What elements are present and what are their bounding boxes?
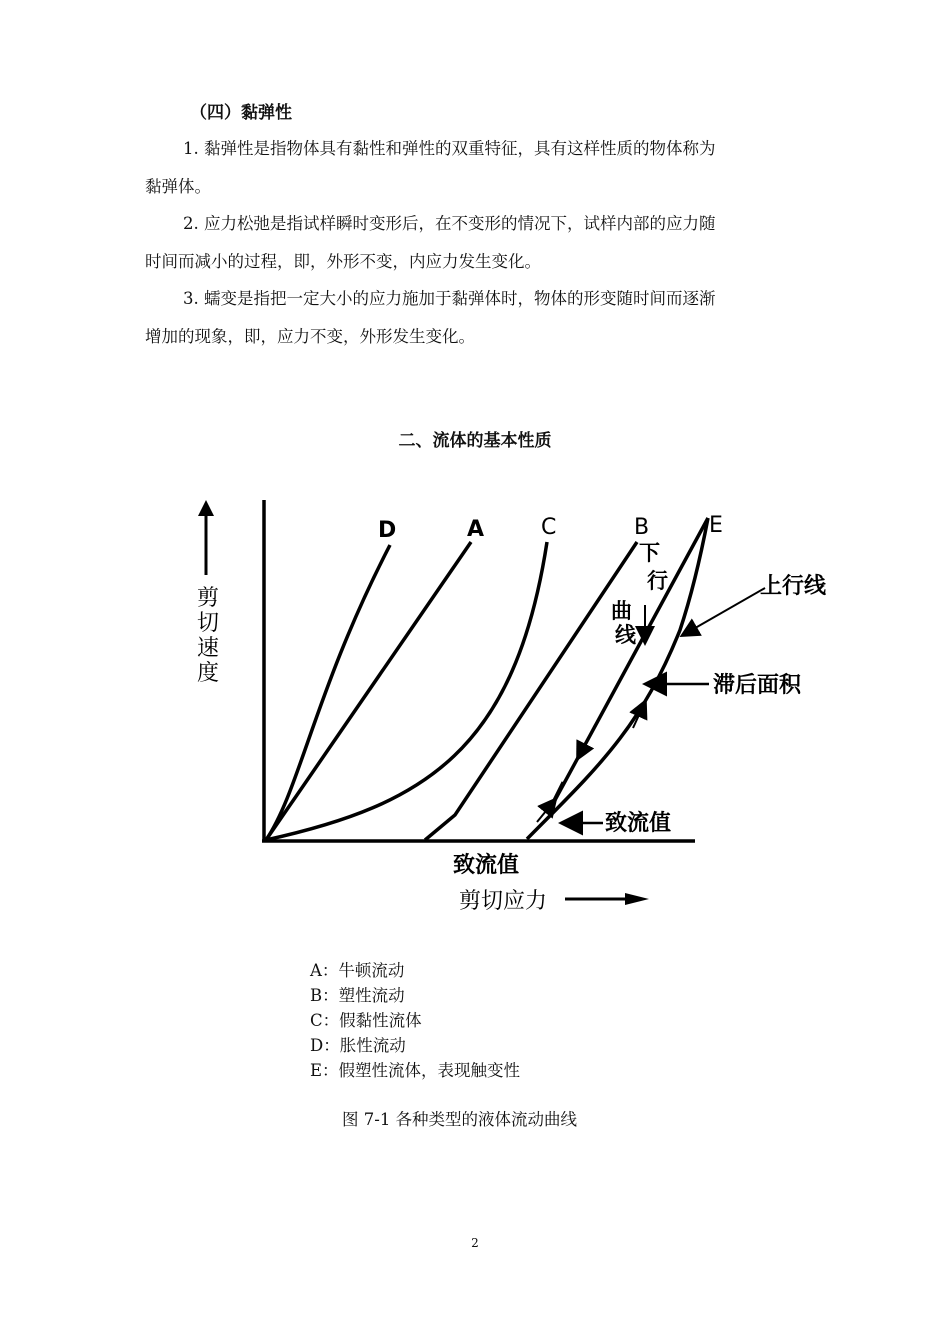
page-number: 2 (471, 1236, 479, 1250)
legend-item-d: D：胀性流动 (310, 1036, 406, 1055)
y-axis-label (197, 586, 219, 686)
svg-text:速: 速 (196, 636, 220, 661)
paragraph-line: 2. 应力松弛是指试样瞬时变形后，在不变形的情况下，试样内部的应力随 (183, 214, 716, 233)
y-axis-arrow (198, 500, 214, 575)
annotation-down-2: 行 (647, 569, 668, 593)
x-axis-arrow (565, 893, 649, 905)
flow-curves-diagram (175, 490, 855, 930)
paragraph-creep (145, 280, 810, 356)
legend-item-b: B：塑性流动 (310, 986, 405, 1005)
legend-item-c: C：假黏性流体 (310, 1011, 422, 1030)
curve-label-e: E (709, 513, 723, 538)
paragraph-line: 1. 黏弹性是指物体具有黏性和弹性的双重特征，具有这样性质的物体称为 (183, 139, 716, 158)
annotation-down-3: 曲 (611, 599, 632, 623)
paragraph-line: 增加的现象，即，应力不变，外形发生变化。 (145, 327, 475, 346)
curve-label-b: B (634, 515, 650, 540)
paragraph-viscoelasticity (145, 130, 810, 206)
svg-text:剪: 剪 (196, 586, 220, 611)
arrow-down-2 (578, 725, 595, 758)
curve-d (266, 545, 390, 840)
curve-label-c: C (541, 515, 557, 540)
curve-e-down-tail (553, 782, 563, 802)
annotation-hysteresis: 滞后面积 (713, 673, 802, 698)
paragraph-line: 时间而减小的过程，即，外形不变，内应力发生变化。 (145, 252, 541, 271)
curve-b (425, 542, 637, 840)
paragraph-line: 黏弹体。 (145, 177, 211, 196)
paragraph-line: 3. 蠕变是指把一定大小的应力施加于黏弹体时，物体的形变随时间而逐渐 (183, 289, 716, 308)
legend-item-e: E：假塑性流体，表现触变性 (310, 1061, 521, 1080)
x-axis-label: 剪切应力 (459, 889, 548, 914)
curve-label-d: D (378, 518, 397, 543)
legend-item-a: A：牛顿流动 (310, 961, 405, 980)
figure-caption: 图 7-1 各种类型的液体流动曲线 (342, 1110, 578, 1129)
curve-c (266, 542, 547, 840)
annotation-up-line: 上行线 (760, 574, 827, 599)
svg-text:度: 度 (196, 661, 220, 686)
annotation-yield-bottom: 致流值 (453, 853, 520, 878)
figure-legend (310, 958, 520, 1083)
annotation-down-4: 线 (615, 623, 636, 647)
paragraph-stress-relaxation (145, 205, 810, 281)
pointer-up-line (683, 588, 765, 635)
svg-text:切: 切 (196, 611, 220, 636)
curve-label-a: A (467, 517, 485, 542)
annotation-down-1: 下 (639, 541, 660, 565)
annotation-yield-right: 致流值 (605, 811, 672, 836)
subsection-heading: （四）黏弹性 (190, 103, 292, 123)
section-title: 二、流体的基本性质 (398, 431, 552, 451)
